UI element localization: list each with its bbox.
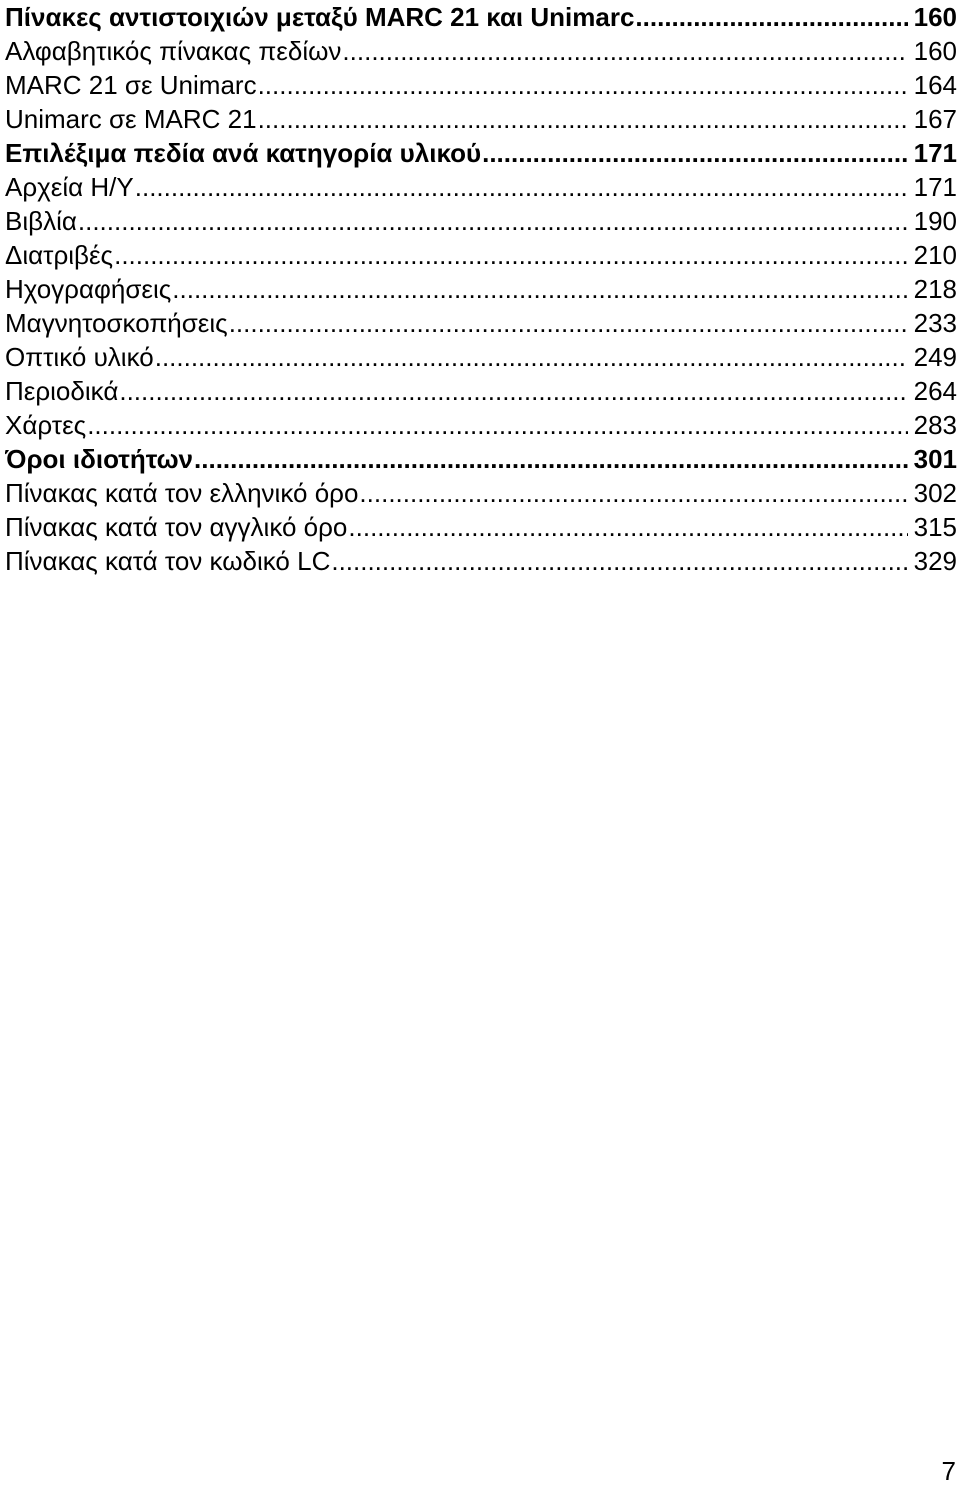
toc-entry	[5, 68, 957, 102]
toc-entry-page: 171	[913, 138, 957, 168]
toc-entry-page: 233	[913, 308, 957, 338]
toc-leader-dots	[359, 476, 907, 510]
toc-entry-page: 302	[913, 478, 957, 508]
toc-entry	[5, 272, 957, 306]
toc-leader-dots	[172, 272, 907, 306]
toc-entry	[5, 0, 957, 34]
toc-entry-title: Πίνακας κατά τον αγγλικό όρο	[5, 512, 348, 542]
toc-leader-dots	[635, 0, 907, 34]
toc-entry	[5, 544, 957, 578]
page-number: 7	[941, 1456, 956, 1486]
toc-entry-page: 164	[913, 70, 957, 100]
toc-entry	[5, 476, 957, 510]
toc-entry-title: Χάρτες	[5, 410, 87, 440]
toc-entry	[5, 306, 957, 340]
toc-entry	[5, 408, 957, 442]
toc-entry-title: Πίνακας κατά τον κωδικό LC	[5, 546, 331, 576]
toc-entry	[5, 340, 957, 374]
toc-entry-page: 160	[913, 2, 957, 32]
toc-entry-page: 301	[913, 444, 957, 474]
toc-leader-dots	[78, 204, 908, 238]
toc-entry	[5, 510, 957, 544]
toc-leader-dots	[258, 102, 908, 136]
toc-entry	[5, 238, 957, 272]
toc-entry-title: Οπτικό υλικό	[5, 342, 154, 372]
toc-leader-dots	[87, 408, 907, 442]
toc-leader-dots	[348, 510, 907, 544]
toc-entry-page: 329	[913, 546, 957, 576]
toc-entry-page: 167	[913, 104, 957, 134]
toc-entry-page: 283	[913, 410, 957, 440]
toc-leader-dots	[229, 306, 908, 340]
toc-entry-page: 190	[913, 206, 957, 236]
toc-entry-title: Επιλέξιμα πεδία ανά κατηγορία υλικού	[5, 138, 482, 168]
toc-leader-dots	[331, 544, 907, 578]
toc-entry-title: Πίνακες αντιστοιχιών μεταξύ MARC 21 και Unimarc	[5, 2, 635, 32]
toc-entry	[5, 34, 957, 68]
toc-entry-title: Αρχεία Η/Υ	[5, 172, 134, 202]
toc-entry-title: Περιοδικά	[5, 376, 119, 406]
toc-leader-dots	[119, 374, 907, 408]
toc-leader-dots	[342, 34, 907, 68]
toc-entry-title: Ηχογραφήσεις	[5, 274, 172, 304]
toc-entry-title: Μαγνητοσκοπήσεις	[5, 308, 228, 338]
toc-entry-page: 171	[913, 172, 957, 202]
toc-entry-title: Βιβλία	[5, 206, 77, 236]
toc-entry	[5, 204, 957, 238]
toc-entry-page: 210	[913, 240, 957, 270]
toc-leader-dots	[258, 68, 908, 102]
toc-entry	[5, 102, 957, 136]
toc-entry-title: Όροι ιδιοτήτων	[5, 444, 194, 474]
toc-entry-title: Αλφαβητικός πίνακας πεδίων	[5, 36, 342, 66]
toc-entry-page: 218	[913, 274, 957, 304]
toc-entry-title: Πίνακας κατά τον ελληνικό όρο	[5, 478, 359, 508]
toc-entry-page: 315	[913, 512, 957, 542]
toc-leader-dots	[135, 170, 908, 204]
toc-entry	[5, 136, 957, 170]
toc-entry	[5, 374, 957, 408]
toc-entry-title: Unimarc σε MARC 21	[5, 104, 257, 134]
toc-leader-dots	[482, 136, 908, 170]
toc-entry-page: 264	[913, 376, 957, 406]
toc-entry	[5, 442, 957, 476]
toc-leader-dots	[194, 442, 908, 476]
toc-leader-dots	[155, 340, 908, 374]
toc-entry-title: MARC 21 σε Unimarc	[5, 70, 257, 100]
toc-leader-dots	[114, 238, 908, 272]
table-of-contents	[5, 0, 957, 578]
toc-entry-title: Διατριβές	[5, 240, 114, 270]
toc-entry-page: 249	[913, 342, 957, 372]
toc-entry	[5, 170, 957, 204]
toc-entry-page: 160	[913, 36, 957, 66]
